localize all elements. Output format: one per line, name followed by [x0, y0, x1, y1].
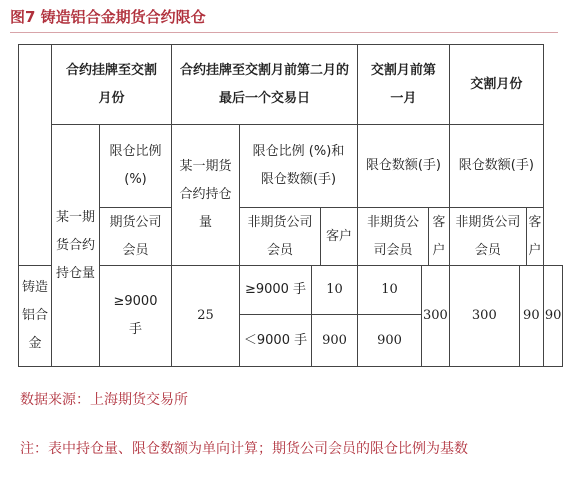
subheader-delivery-group	[449, 125, 543, 266]
subheader-non-futures-member-d: 非期货公司会员	[450, 208, 527, 265]
subheader-ratio-limit-group	[240, 125, 358, 266]
subheader-futures-member-a: 期货公司会员	[109, 214, 162, 258]
cell-tier-low-label: ＜9000 手	[243, 332, 308, 348]
cell-tier-low-non-member: 900	[322, 332, 347, 348]
subheader-client-c: 客户	[432, 214, 446, 258]
table-corner-cell	[19, 45, 52, 266]
cell-tier-high-client: 10	[358, 266, 421, 315]
subheader-client-b: 客户	[325, 228, 352, 244]
cell-futures-member-ratio: 25	[172, 266, 240, 367]
cell-client-tier-group	[358, 266, 422, 367]
source-note: 数据来源：上海期货交易所	[20, 392, 188, 408]
subheader-limit-c: 限仓数额(手)	[358, 125, 449, 208]
header-listing-to-delivery-month: 合约挂牌至交割月份	[52, 45, 172, 125]
figure-title: 图7 铸造铝合金期货合约限仓	[10, 8, 206, 26]
cell-tier-high-non-member: 10	[312, 266, 357, 315]
subheader-position-b: 某一期货合约持仓量	[172, 125, 240, 266]
position-limit-table	[18, 44, 563, 367]
cell-delivery-client: 90	[543, 266, 563, 367]
cell-non-member-tier-group	[312, 266, 358, 367]
cell-tier-group	[240, 266, 312, 367]
cell-tier-low-client: 900	[377, 332, 402, 348]
header-listing-to-last-trading-day: 合约挂牌至交割月前第二月的最后一个交易日	[172, 45, 358, 125]
subheader-limit-d: 限仓数额(手)	[450, 125, 543, 208]
subheader-client-d: 客户	[528, 214, 542, 258]
cell-delivery-non-member: 90	[519, 266, 543, 367]
footnote: 注：表中持仓量、限仓数额为单向计算；期货公司会员的限仓比例为基数	[20, 441, 468, 457]
header-month-before-delivery: 交割月前第一月	[358, 45, 450, 125]
title-divider	[10, 32, 558, 33]
cell-position-threshold: ≥9000 手	[100, 266, 172, 367]
cell-month-before-non-member: 300	[422, 266, 450, 367]
subheader-non-futures-member-c: 非期货公司会员	[358, 208, 429, 265]
cell-month-before-client: 300	[449, 266, 519, 367]
subheader-ratio-group	[100, 125, 172, 266]
row-product-name: 铸造铝合金	[19, 266, 52, 367]
subheader-non-futures-member-b: 非期货公司会员	[240, 208, 321, 265]
subheader-position-a: 某一期货合约持仓量	[52, 125, 100, 367]
subheader-month-before-group	[358, 125, 450, 266]
subheader-ratio-pct: 限仓比例(%)	[100, 125, 171, 208]
cell-tier-high-label: ≥9000 手	[240, 266, 311, 315]
subheader-ratio-and-limit: 限仓比例 (%)和限仓数额(手)	[240, 125, 357, 208]
header-delivery-month: 交割月份	[449, 45, 543, 125]
